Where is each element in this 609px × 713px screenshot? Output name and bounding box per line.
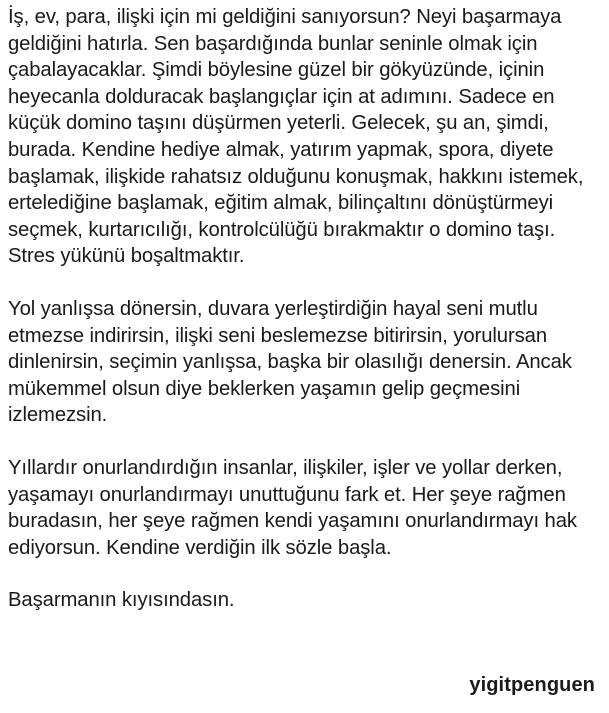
- paragraph-4: Başarmanın kıyısındasın.: [8, 589, 235, 612]
- paragraph-3: Yıllardır onurlandırdığın insanlar, ilişkiler, işler ve yollar derken, yaşamayı onurlandırmayı unuttuğunu fark et. Her şeye rağmen buradasın, her şeye rağmen kendi yaşamını onurlandırmayı hak ediyorsun. Kendine verdiğin ilk sözle başla.: [8, 456, 577, 559]
- post-text: [8, 4, 604, 614]
- paragraph-1: İş, ev, para, ilişki için mi geldiğini sanıyorsun? Neyi başarmaya geldiğini hatırla. Sen başardığında bunlar seninle olmak için çabalayacaklar. Şimdi böylesine güzel bir gökyüzünde, içinin heyecanla dolduracak başlangıçlar için at adımını. Sadece en küçük domino taşını düşürmen yeterli. Gelecek, şu an, şimdi, burada. Kendine hediye almak, yatırım yapmak, spora, diyete başlamak, ilişkide rahatsız olduğunu konuşmak, hakkını istemek, ertelediğine başlamak, eğitim almak, bilinçaltını dönüştürmeyi seçmek, kurtarıcılığı, kontrolcülüğü bırakmaktır o domino taşı. Stres yükünü boşaltmaktır.: [8, 6, 584, 268]
- author-signature: yigitpenguen: [469, 674, 595, 696]
- paragraph-2: Yol yanlışsa dönersin, duvara yerleştirdiğin hayal seni mutlu etmezse indirirsin, ilişki seni beslemezse bitirirsin, yorulursan dinlenirsin, seçimin yanlışsa, başka bir olasılığı denersin. Ancak mükemmel olsun diye beklerken yaşamın gelip geçmesini izlemezsin.: [8, 297, 572, 427]
